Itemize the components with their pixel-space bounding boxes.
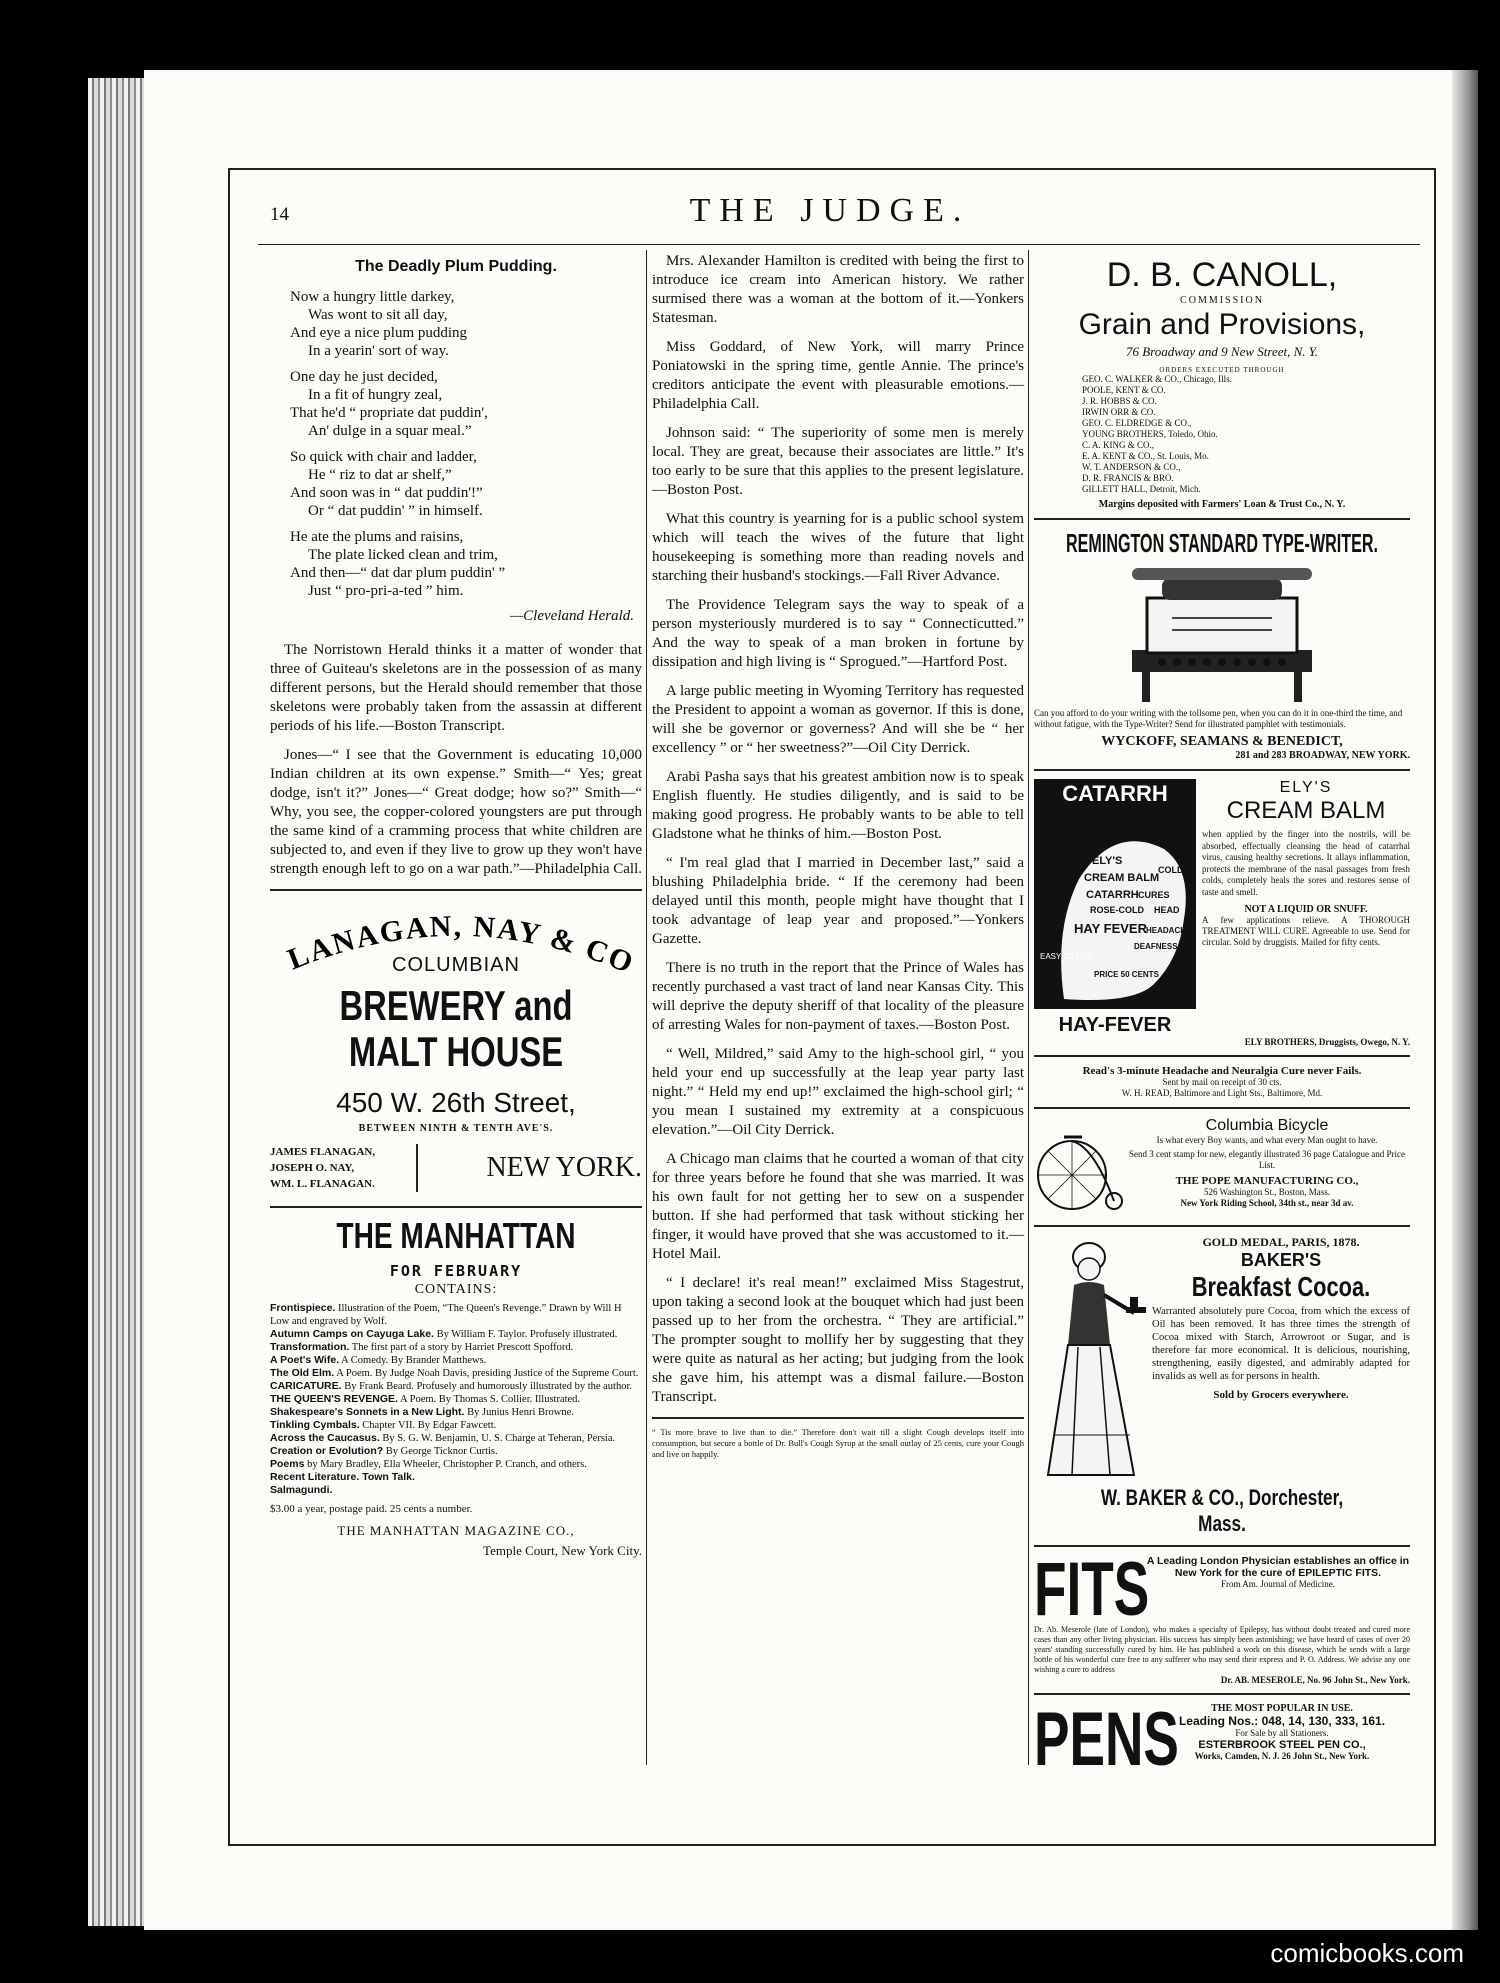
manhattan-issue: FOR FEBRUARY [389,1262,523,1280]
baker-product: Breakfast Cocoa. [1191,1271,1371,1302]
verse-line: One day he just decided, [290,369,438,385]
contents-entry-detail: Illustration of the Poem, “The Queen's Revenge.” Drawn by Will H Low and engraved by Wolf. [270,1303,622,1327]
stanza [290,528,642,600]
canoll-name: D. B. CANOLL, [1106,256,1338,294]
canoll-address: 76 Broadway and 9 New Street, N. Y. [1125,344,1319,359]
article: A Chicago man claims that he courted a woman of that city for three years before he found that she was married. It was his own fault for not getting her to sew on a suspender button. If she had performed that task without sticking her finger, it would have proved that she was accustomed to it.—Hotel Mail. [652,1151,1024,1262]
article: “ I'm real glad that I married in December last,” said a blushing Philadelphia bride. “ If the ceremony had been delayed until this month, people might have thought that I took advantage of leap year and proposed.”—Yonkers Gazette. [652,855,1024,947]
divider [1034,1055,1410,1057]
ely-product: CREAM BALM [1226,797,1386,824]
verse-line: So quick with chair and ladder, [290,449,477,465]
contents-entry-title: Creation or Evolution? [270,1445,384,1457]
column-3 [1034,252,1410,1782]
verse-line: Just “ pro-pri-a-ted ” him. [308,583,464,599]
ely-relief: A few applications relieve. A THOROUGH TREATMENT WILL CURE. Agreeable to use. Send for circular. Sold by druggists. Mailed for fifty cents. [1202,915,1410,947]
contents-entry-detail: Chapter VII. By Edgar Fawcett. [362,1420,497,1431]
head-label: COLD [1158,865,1184,875]
contents-entry-detail: by Mary Bradley, Ella Wheeler, Christopher P. Cranch, and others. [307,1459,587,1470]
brewery-sub: COLUMBIAN [392,954,520,976]
contents-entry [270,1328,642,1341]
partner-name: WM. L. FLANAGAN. [270,1178,375,1190]
fits-from: From Am. Journal of Medicine. [1221,1579,1335,1589]
verse-line: And then—“ dat dar plum puddin' ” [290,565,506,581]
read-line: W. H. READ, Baltimore and Light Sts., Baltimore, Md. [1121,1088,1323,1098]
partner-name: JOSEPH O. NAY, [270,1162,355,1174]
brewery-city: NEW YORK. [486,1152,642,1183]
contents-entry-title: CARICATURE. [270,1380,342,1392]
phrenology-head-icon [1034,809,1196,1009]
firm-entry: POOLE, KENT & CO. [1082,385,1166,395]
firm-entry: J. R. HOBBS & CO. [1082,396,1157,406]
ely-copy: when applied by the finger into the nostrils, will be absorbed, effectually cleansing the head of catarrhal virus, causing healthy secretions. It allays inflammation, protects the membrane of the nasal passages from fresh colds, completely heals the sores and restores sense of taste and smell. [1202,829,1410,897]
manhattan-ad [270,1216,642,1559]
contents-entry-title: Shakespeare's Sonnets in a New Light. [270,1406,465,1418]
firm-entry: E. A. KENT & CO., St. Louis, Mo. [1082,451,1209,461]
canoll-margins: Margins deposited with Farmers' Loan & Trust Co., N. Y. [1098,499,1346,510]
fits-addr: Dr. AB. MESEROLE, No. 96 John St., New York. [1220,1675,1410,1685]
hayfever-banner: HAY-FEVER [1058,1014,1172,1036]
remington-address: 281 and 283 BROADWAY, NEW YORK. [1235,750,1410,761]
manhattan-contents [270,1302,642,1497]
cough-syrup-notice: “ Tis more brave to live than to die.” Therefore don't wait till a slight Cough develops itself into consumption, but secure a bottle of Dr. Bull's Cough Syrup at the small outlay of 25 cents, cure your Cough and live on happily. [652,1427,1024,1459]
canoll-commission: COMMISSION [1180,295,1264,306]
firm-entry: GEO. C. ELDREDGE & CO., [1082,418,1192,428]
article: The Providence Telegram says the way to speak of a person mysteriously murdered is to say “ Connecticutted.” And the way to speak of a man broken in fortune by dissipation and high living is “ Sprogued.”—Hartford Post. [652,597,1024,670]
article: Mrs. Alexander Hamilton is credited with being the first to introduce ice cream into American history. We rather surmised there was a woman at the bottom of it.—Yonkers Statesman. [652,253,1024,326]
brewery-ad [270,899,642,1192]
contents-entry-detail: By Junius Henri Browne. [467,1407,574,1418]
verse-line: In a yearin' sort of way. [308,343,449,359]
verse-line: Was wont to sit all day, [308,307,448,323]
divider [1034,769,1410,771]
column-rule [646,250,647,1765]
fits-copy: Dr. Ab. Meserole (late of London), who makes a specialty of Epilepsy, has without doubt treated and cured more cases than any other living physician. His success has simply been astonishing; we have heard of cases of over 20 years' standing successfully cured by him. He has published a work on this disease, which he sends with a large bottle of his wonderful cure free to any sufferer who may send their express and P. O. Address. We advise any one wishing a cure to address [1034,1625,1410,1674]
baker-firm: W. BAKER & CO., Dorchester, Mass. [1100,1485,1344,1536]
article: The Norristown Herald thinks it a matter of wonder that three of Guiteau's skeletons are in the possession of as many different persons, but the Herald should remember that those skeletons were probably taken from the assassin at different periods of his life.—Boston Transcript. [270,642,642,734]
contents-entry [270,1380,642,1393]
pens-leading: Leading Nos.: 048, 14, 130, 333, 161. [1178,1714,1386,1728]
verse-line: He ate the plums and raisins, [290,529,464,545]
verse-line: He “ riz to dat ar shelf,” [308,467,452,483]
head-label: ELY'S [1092,855,1123,867]
site-watermark: comicbooks.com [1270,1938,1464,1968]
column-rule [1028,250,1029,1765]
article: Jones—“ I see that the Government is educating 10,000 Indian children at its own expense.” Smith—“ Yes; great dodge, isn't it?” Jones—“ Great dodge; how so?” Smith—“ Why, you see, the copper-colored youngsters are put through the same kind of a cramming process that white children are subjected to, and even if they live to grow up they won't have strength enough left to go on a war path.”—Philadelphia Call. [270,747,642,877]
baker-ad [1034,1235,1410,1485]
contents-entry-detail: By Frank Beard. Profusely and humorously illustrated by the author. [344,1381,633,1392]
remington-title: REMINGTON STANDARD TYPE-WRITER. [1066,528,1378,558]
head-label: HEADACHE [1146,926,1192,935]
contents-entry-detail: A Poem. By Thomas S. Collier. Illustrated. [400,1394,581,1405]
stanza [290,368,642,440]
pens-ad [1034,1697,1410,1782]
remington-ad [1034,528,1410,761]
ely-brand: ELY'S [1279,779,1333,796]
masthead: THE JUDGE. [689,192,971,229]
pens-popular: THE MOST POPULAR IN USE. [1211,1703,1353,1714]
firm-entry: GILLETT HALL, Detroit, Mich. [1082,484,1201,494]
columbia-addr: 526 Washington St., Boston, Mass. [1203,1187,1331,1197]
contents-entry-title: Autumn Camps on Cayuga Lake. [270,1328,434,1340]
contents-entry-title: Poems [270,1458,305,1470]
verse-line: And soon was in “ dat puddin'!” [290,485,483,501]
fits-ad [1034,1547,1410,1632]
brewery-partners [270,1144,418,1192]
contents-entry-detail: By S. G. W. Benjamin, U. S. Charge at Teheran, Persia. [382,1433,616,1444]
divider [1034,1225,1410,1227]
partner-name: JAMES FLANAGAN, [270,1146,376,1158]
manhattan-contains: CONTAINS: [414,1282,498,1297]
contents-entry [270,1471,642,1484]
firm-entry: C. A. KING & CO., [1082,440,1155,450]
ely-notliquid: NOT A LIQUID OR SNUFF. [1244,904,1368,915]
head-label: HEAD [1154,905,1180,915]
contents-entry [270,1445,642,1458]
verse-line: In a fit of hungry zeal, [308,387,443,403]
stanza [290,448,642,520]
divider [1034,518,1410,520]
contents-entry [270,1484,642,1497]
contents-entry-detail: A Comedy. By Brander Matthews. [341,1355,487,1366]
brewery-name: LANAGAN, NAY & CO [283,909,640,977]
contents-entry [270,1393,642,1406]
stanza [290,288,642,360]
book-binding [88,78,144,1926]
contents-entry-detail: By George Ticknor Curtis. [385,1446,498,1457]
column-2 [652,252,1024,1460]
ely-price: PRICE 50 CENTS [1094,970,1159,979]
canoll-firms [1082,374,1410,495]
ely-signature: ELY BROTHERS, Druggists, Owego, N. Y. [1244,1037,1410,1047]
contents-entry [270,1354,642,1367]
catarrh-banner: CATARRH [1034,779,1196,809]
verse-line: Or “ dat puddin' ” in himself. [308,503,483,519]
article: What this country is yearning for is a public school system which will teach the wives of the future that light housekeeping is something more than reading novels and starching their husband's stockings.—Fall River Advance. [652,511,1024,584]
read-ad [1034,1065,1410,1099]
contents-entry [270,1419,642,1432]
columbia-title: Columbia Bicycle [1205,1117,1329,1134]
read-line: Sent by mail on receipt of 30 cts. [1162,1077,1282,1087]
contents-entry-title: The Old Elm. [270,1367,335,1379]
manhattan-title: THE MANHATTAN [336,1215,576,1256]
baker-copy: Warranted absolutely pure Cocoa, from which the excess of Oil has been removed. It has three times the strength of Cocoa mixed with Starch, Arrowroot or Sugar, and is therefore far more economical. It is delicious, nourishing, strengthening, easily digested, and admirably adapted for invalids as well as for persons in health. [1152,1306,1410,1382]
article: Johnson said: “ The superiority of some men is merely local. They are great, because their associates are little.” It's too early to be sure that this applies to the present legislature.—Boston Post. [652,425,1024,498]
brewery-address: 450 W. 26th Street, [336,1087,576,1118]
page-number: 14 [270,204,289,225]
contents-entry-title: Across the Caucasus. [270,1432,380,1444]
head-label: HAY FEVER [1074,921,1147,936]
article: Arabi Pasha says that his greatest ambition now is to speak English fluently. He studies diligently, and is said to be making good progress. He probably wants to be able to tell Gladstone what he thinks of him.—Boston Post. [652,769,1024,842]
firm-entry: YOUNG BROTHERS, Toledo, Ohio. [1082,429,1218,439]
contents-entry-title: Tinkling Cymbals. [270,1419,360,1431]
canoll-orders: ORDERS EXECUTED THROUGH [1159,366,1285,374]
columbia-ad [1034,1117,1410,1217]
manhattan-publisher: THE MANHATTAN MAGAZINE CO., [337,1523,575,1538]
head-label: DEAFNESS [1134,942,1178,951]
canoll-ad [1034,256,1410,510]
verse-line: That he'd “ propriate dat puddin', [290,405,488,421]
columbia-school: New York Riding School, 34th st., near 3d av. [1180,1198,1354,1208]
remington-copy: Can you afford to do your writing with the tollsome pen, when you can do it in one-third the time, and without fatigue, with the Type-Writer? Send for illustrated pamphlet with testimonials. [1034,708,1403,729]
column-1 [270,252,642,1559]
article: Miss Goddard, of New York, will marry Prince Poniatowski in the spring time, gentle Annie. The prince's creditors anticipate the event with pleasurable emotions.—Philadelphia Call. [652,339,1024,412]
contents-entry-title: Recent Literature. Town Talk. [270,1471,415,1483]
contents-entry-title: Frontispiece. [270,1302,336,1314]
contents-entry-title: A Poet's Wife. [270,1354,340,1366]
pens-works: Works, Camden, N. J. 26 John St., New York. [1194,1751,1370,1761]
bicycle-icon [1034,1117,1124,1217]
poem-attribution: —Cleveland Herald. [509,608,634,624]
head-label: ROSE-COLD [1090,905,1144,915]
contents-entry [270,1406,642,1419]
contents-entry-title: Salmagundi. [270,1484,333,1496]
verse-line: And eye a nice plum pudding [290,325,468,341]
read-title: Read's 3-minute Headache and Neuralgia Cure never Fails. [1082,1065,1362,1077]
chocolate-girl-icon [1034,1235,1152,1485]
baker-medal: GOLD MEDAL, PARIS, 1878. [1202,1235,1360,1249]
head-label: CATARRH [1086,889,1139,901]
article: “ I declare! it's real mean!” exclaimed Miss Stagestrut, upon taking a second look at the bouquet which had just been passed up to her from the orchestra. “ They are artificial.” The prompter sought to mollify her by suggesting that they were quite as natural as her acting; but judging from the look she gave him, his attempt was a dismal failure.—Boston Transcript. [652,1275,1024,1405]
firm-entry: GEO. C. WALKER & CO., Chicago, Ills. [1082,374,1232,384]
poem-title: The Deadly Plum Pudding. [355,258,557,275]
article-list [652,252,1024,1407]
contents-entry [270,1341,642,1354]
firm-entry: W. T. ANDERSON & CO., [1082,462,1181,472]
firm-entry: IRWIN ORR & CO. [1082,407,1156,417]
baker-sold: Sold by Grocers everywhere. [1213,1389,1349,1401]
brewery-headline: BREWERY and MALT HOUSE [339,982,573,1075]
page-edge [1452,70,1478,1930]
verse-line: An' dulge in a squar meal.” [308,423,472,439]
head-label: CURES [1138,890,1170,900]
pens-big: PENS [1034,1697,1179,1782]
typewriter-icon [1102,558,1342,708]
pens-firm: ESTERBROOK STEEL PEN CO., [1198,1739,1366,1751]
baker-brand: BAKER'S [1240,1250,1322,1270]
ely-easy: EASY TO USE [1040,952,1093,961]
fits-big: FITS [1034,1547,1150,1632]
brewery-between: BETWEEN NINTH & TENTH AVE'S. [358,1123,554,1134]
contents-entry [270,1458,642,1471]
verse-line: The plate licked clean and trim, [308,547,498,563]
divider [652,1417,1024,1419]
divider [270,1206,642,1208]
columbia-firm: THE POPE MANUFACTURING CO., [1175,1175,1359,1187]
ely-ad [1034,779,1410,1037]
contents-entry [270,1432,642,1445]
contents-entry [270,1367,642,1380]
article: A large public meeting in Wyoming Territory has requested the President to appoint a woman as governor. If this is done, will she be governor or governess? And will she be “ her excellency ” or “ her sweetness?”—Oil City Derrick. [652,683,1024,756]
pens-sale: For Sale by all Stationers. [1235,1728,1329,1738]
contents-entry-detail: By William F. Taylor. Profusely illustrated. [436,1329,618,1340]
canoll-grain: Grain and Provisions, [1078,308,1366,341]
fits-head: A Leading London Physician establishes an office in New York for the cure of EPILEPTIC FITS. [1146,1555,1410,1579]
divider [1034,1107,1410,1109]
article: “ Well, Mildred,” said Amy to the high-school girl, “ you held your end up successfully at the leap year party last night.” “ Held my end up!” exclaimed the high-school girl; “ you mean I sustained my extremity at a conspicuous elevation.”—Oil City Derrick. [652,1046,1024,1138]
contents-entry-title: Transformation. [270,1341,350,1353]
columbia-send: Send 3 cent stamp for new, elegantly illustrated 36 page Catalogue and Price List. [1128,1149,1406,1170]
remington-firm: WYCKOFF, SEAMANS & BENEDICT, [1101,734,1343,749]
divider [270,889,642,891]
contents-entry-detail: A Poem. By Judge Noah Davis, presiding Justice of the Supreme Court. [336,1368,639,1379]
article: There is no truth in the report that the Prince of Wales has recently purchased a vast tract of land near Kansas City. This will deprive the deputy sheriff of that locality of the pleasure of arresting Wales for non-payment of taxes.—Boston Post. [652,960,1024,1033]
contents-entry-title: THE QUEEN'S REVENGE. [270,1393,398,1405]
contents-entry-detail: The first part of a story by Harriet Prescott Spofford. [351,1342,574,1353]
columbia-tag: Is what every Boy wants, and what every Man ought to have. [1156,1135,1378,1145]
head-label: CREAM BALM [1084,872,1160,884]
masthead-rule [258,244,1420,245]
verse-line: Now a hungry little darkey, [290,289,455,305]
firm-entry: D. R. FRANCIS & BRO. [1082,473,1174,483]
divider [1034,1693,1410,1695]
contents-entry [270,1302,642,1328]
manhattan-address: Temple Court, New York City. [483,1543,642,1558]
manhattan-price: $3.00 a year, postage paid. 25 cents a number. [270,1503,473,1515]
poem-body [270,288,642,600]
